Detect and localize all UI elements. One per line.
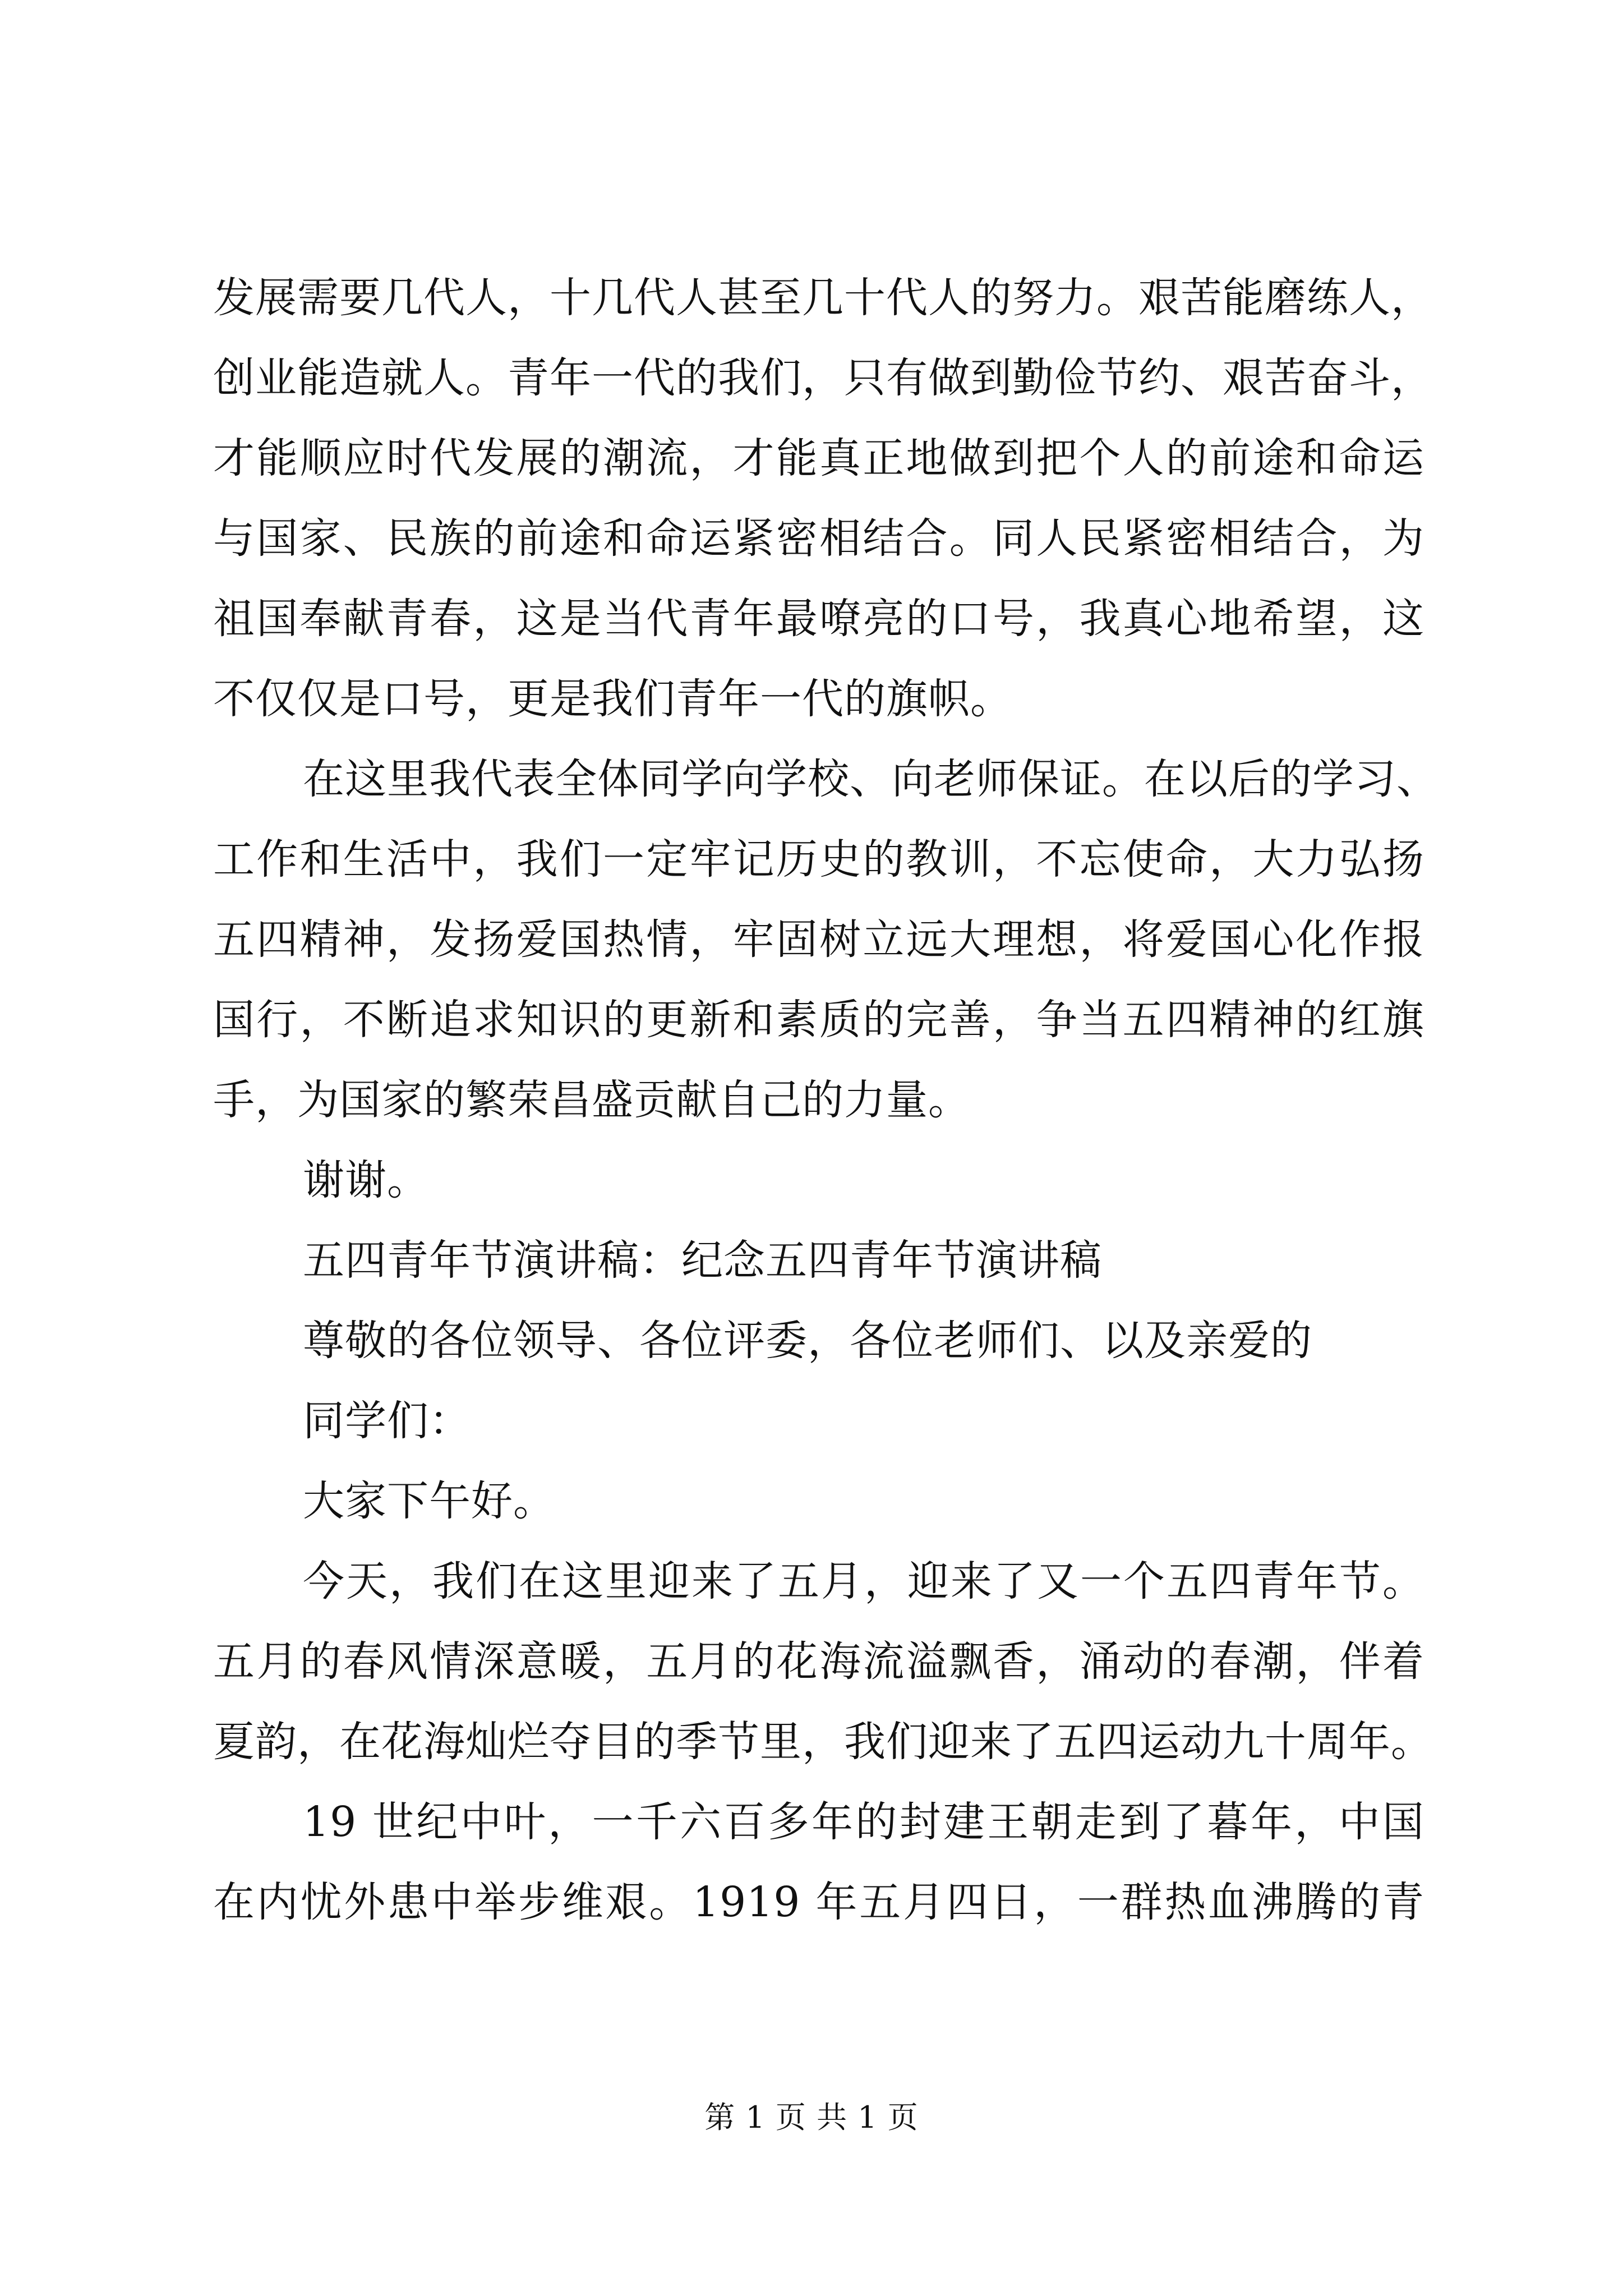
- text-line: 创业能造就人。青年一代的我们，只有做到勤俭节约、艰苦奋斗，: [213, 354, 1433, 402]
- text-line: 在内忧外患中举步维艰。1919 年五月四日，一群热血沸腾的青: [213, 1878, 1424, 1926]
- text-line: 大家下午好。: [303, 1477, 555, 1525]
- text-line: 夏韵，在花海灿烂夺目的季节里，我们迎来了五四运动九十周年。: [213, 1718, 1433, 1766]
- page-footer: [0, 2098, 1623, 2137]
- text-line: 发展需要几代人，十几代人甚至几十代人的努力。艰苦能磨练人，: [213, 274, 1433, 322]
- text-line: 五四精神，发扬爱国热情，牢固树立远大理想，将爱国心化作报: [213, 915, 1424, 964]
- text-line: 与国家、民族的前途和命运紧密相结合。同人民紧密相结合，为: [213, 514, 1424, 563]
- text-line: 不仅仅是口号，更是我们青年一代的旗帜。: [213, 675, 1012, 723]
- text-line: 今天，我们在这里迎来了五月，迎来了又一个五四青年节。: [303, 1557, 1424, 1605]
- text-line: 祖国奉献青春，这是当代青年最嘹亮的口号，我真心地希望，这: [213, 595, 1424, 643]
- text-line: 尊敬的各位领导、各位评委，各位老师们、以及亲爱的: [303, 1317, 1312, 1365]
- text-line: 才能顺应时代发展的潮流，才能真正地做到把个人的前途和命运: [213, 434, 1424, 482]
- body-text: [213, 258, 1438, 1943]
- text-line: 五四青年节演讲稿：纪念五四青年节演讲稿: [303, 1236, 1102, 1285]
- text-line: 在这里我代表全体同学向学校、向老师保证。在以后的学习、: [303, 755, 1438, 803]
- page-number: 第 1 页 共 1 页: [704, 2100, 919, 2135]
- text-line: 手，为国家的繁荣昌盛贡献自己的力量。: [213, 1076, 970, 1124]
- text-line: 五月的春风情深意暖，五月的花海流溢飘香，涌动的春潮，伴着: [213, 1637, 1424, 1686]
- text-line: 谢谢。: [303, 1156, 429, 1204]
- text-line: 19 世纪中叶，一千六百多年的封建王朝走到了暮年，中国: [303, 1798, 1424, 1846]
- text-line: 国行，不断追求知识的更新和素质的完善，争当五四精神的红旗: [213, 996, 1424, 1044]
- text-line: 工作和生活中，我们一定牢记历史的教训，不忘使命，大力弘扬: [213, 835, 1424, 884]
- text-line: 同学们：: [303, 1397, 471, 1445]
